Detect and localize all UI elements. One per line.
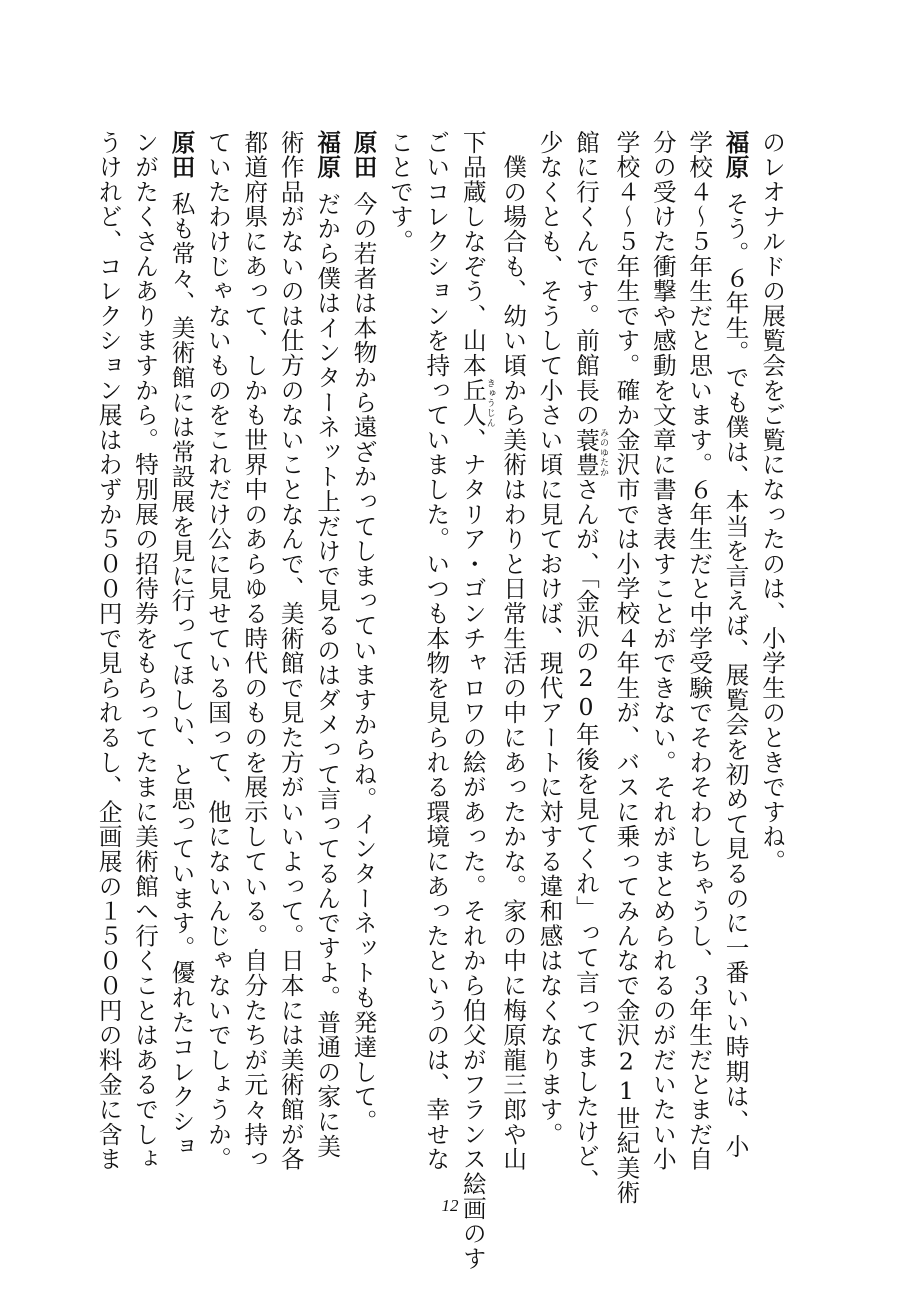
text-line: のレオナルドの展覧会をご覧になったのは、小学生のときですね。 — [758, 130, 786, 874]
text-line: 僕の場合も、幼い頃から美術はわりと日常生活の中にあったかな。家の中に梅原龍三郎や山 — [499, 130, 528, 1172]
text-line: 少なくとも、そうして小さい頃に見ておけば、現代アートに対する違和感はなくなります。 — [535, 130, 564, 1147]
dialogue-line: 福原そう。６年生。でも僕は、本当を言えば、展覧会を初めて見るのに一番いい時期は、小 — [721, 130, 750, 1159]
ruby-annotation: 丘人きゅうじん — [458, 378, 495, 428]
text-line: 館に行くんです。前館長の蓑豊みのゆたかさんが、「金沢の20年後を見てくれ」って言ってましたけど、 — [571, 130, 608, 1194]
text-line: ていたわけじゃないものをこれだけ公に見せている国って、他にないんじゃないでしょうか。 — [203, 130, 232, 1172]
text-line: ごいコレクションを持っていました。いつも本物を見られる環境にあったというのは、幸せな — [422, 130, 451, 1172]
speaker-label: 福原 — [721, 130, 750, 180]
speaker-label: 原田 — [349, 130, 378, 180]
ruby-reading: きゅうじん — [484, 378, 495, 428]
ruby-reading: みのゆたか — [597, 427, 608, 478]
dialogue-line: 原田私も常々、美術館には常設展を見に行ってほしい、と思っています。優れたコレクショ — [167, 130, 196, 1159]
dialogue-line: 原田今の若者は本物から遠ざかってしまっていますからね。インターネットも発達して。 — [349, 130, 378, 1135]
dialogue-line: 福原だから僕はインターネット上だけで見るのはダメって言ってるんですよ。普通の家に美 — [313, 130, 342, 1159]
text-line: 下品蔵しなぞう、山本丘人きゅうじん、ナタリア・ゴンチャロワの絵があった。それから伯父がフランス絵画のす — [458, 130, 495, 1271]
text-line: うけれど、コレクション展はわずか５００円で見られるし、企画展の１５００円の料金に含ま — [94, 130, 123, 1172]
text-line: 学校４〜５年生です。確か金沢市では小学校４年生が、バスに乗ってみんなで金沢21世紀美術 — [612, 130, 641, 1206]
speaker-label: 原田 — [167, 130, 196, 180]
text-line: ンがたくさんありますから。特別展の招待券をもらってたまに美術館へ行くことはあるでしょ — [131, 130, 160, 1172]
text-line: 学校４〜５年生だと思います。６年生だと中学受験でそわそわしちゃうし、３年生だとまだ自 — [685, 130, 714, 1172]
text-line: 分の受けた衝撃や感動を文章に書き表すことができない。それがまとめられるのがだいたい小 — [648, 130, 677, 1172]
speaker-label: 福原 — [313, 130, 342, 180]
page-number: 12 — [441, 1196, 459, 1215]
ruby-annotation: 蓑豊みのゆたか — [571, 427, 608, 478]
text-line: 術作品がないのは仕方のないことなんで、美術館で見た方がいいよって。日本には美術館が各 — [276, 130, 305, 1172]
text-line: ことです。 — [385, 130, 414, 254]
text-line: 都道府県にあって、しかも世界中のあらゆる時代のものを展示している。自分たちが元々持っ — [240, 130, 269, 1172]
